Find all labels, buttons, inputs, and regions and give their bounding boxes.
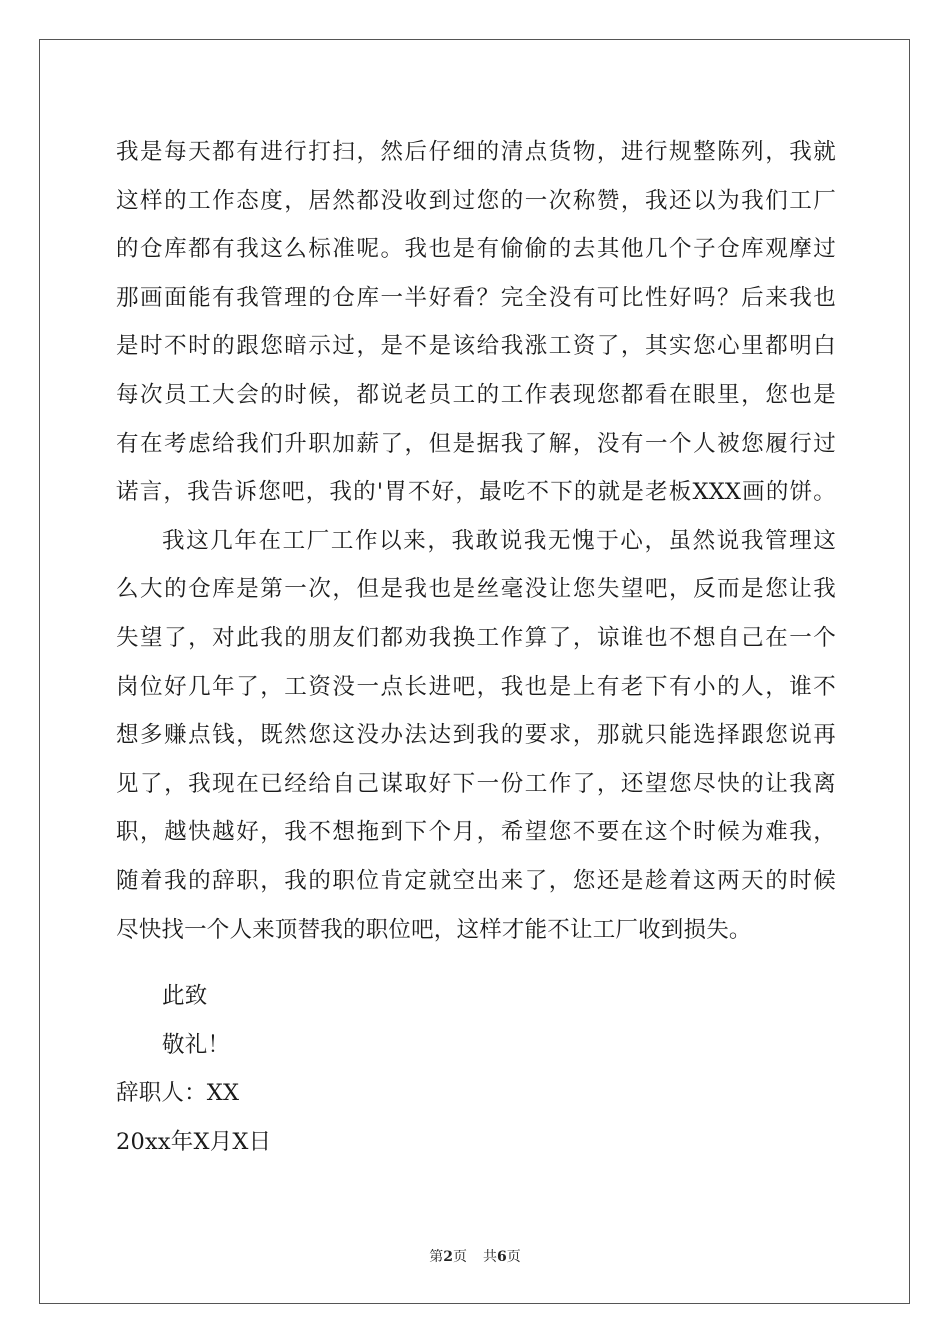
paragraph-1-line: 诺言，我告诉您吧，我的'胃不好，最吃不下的就是老板XXX画的饼。 — [116, 479, 837, 506]
paragraph-2-line: 失望了，对此我的朋友们都劝我换工作算了，谅谁也不想自己在一个 — [116, 624, 836, 651]
paragraph-2-line: 岗位好几年了，工资没一点长进吧，我也是上有老下有小的人，谁不 — [116, 673, 836, 700]
paragraph-1-line: 的仓库都有我这么标准呢。我也是有偷偷的去其他几个子仓库观摩过 — [116, 236, 836, 263]
salutation-cizhi: 此致 — [162, 983, 208, 1009]
paragraph-1-line: 这样的工作态度，居然都没收到过您的一次称赞，我还以为我们工厂 — [116, 187, 836, 214]
letter-closing — [116, 972, 516, 1166]
page-footer — [0, 1246, 950, 1266]
page-current: 2 — [443, 1249, 453, 1265]
paragraph-2-line: 职，越快越好，我不想拖到下个月，希望您不要在这个时候为难我， — [116, 819, 836, 846]
page-prefix: 第 — [429, 1249, 444, 1265]
paragraph-2-line: 我这几年在工厂工作以来，我敢说我无愧于心，虽然说我管理这 — [162, 527, 836, 554]
letter-date: 20xx年X月X日 — [116, 1128, 272, 1155]
paragraph-2-line: 随着我的辞职，我的职位肯定就空出来了，您还是趁着这两天的时候 — [116, 867, 836, 894]
letter-body — [116, 128, 836, 954]
paragraph-1-line: 那画面能有我管理的仓库一半好看？完全没有可比性好吗？后来我也 — [116, 284, 836, 311]
paragraph-1-line: 我是每天都有进行打扫，然后仔细的清点货物，进行规整陈列，我就 — [116, 139, 836, 165]
total-prefix: 共 — [483, 1249, 497, 1265]
paragraph-1-line: 是时不时的跟您暗示过，是不是该给我涨工资了，其实您心里都明白 — [116, 333, 836, 360]
paragraph-2-line: 想多赚点钱，既然您这没办法达到我的要求，那就只能选择跟您说再 — [116, 722, 836, 749]
page-mid: 页 — [453, 1249, 467, 1265]
total-suffix: 页 — [506, 1249, 521, 1265]
page-total: 6 — [497, 1249, 507, 1265]
paragraph-1-line: 每次员工大会的时候，都说老员工的工作表现您都看在眼里，您也是 — [116, 381, 836, 408]
signature: 辞职人：XX — [116, 1080, 240, 1106]
paragraph-1-line: 有在考虑给我们升职加薪了，但是据我了解，没有一个人被您履行过 — [116, 430, 836, 457]
paragraph-2-line: 么大的仓库是第一次，但是我也是丝毫没让您失望吧，反而是您让我 — [116, 576, 836, 603]
salutation-jingli: 敬礼！ — [162, 1031, 231, 1058]
paragraph-2-line: 尽快找一个人来顶替我的职位吧，这样才能不让工厂收到损失。 — [116, 916, 752, 943]
paragraph-2-line: 见了，我现在已经给自己谋取好下一份工作了，还望您尽快的让我离 — [116, 770, 836, 797]
